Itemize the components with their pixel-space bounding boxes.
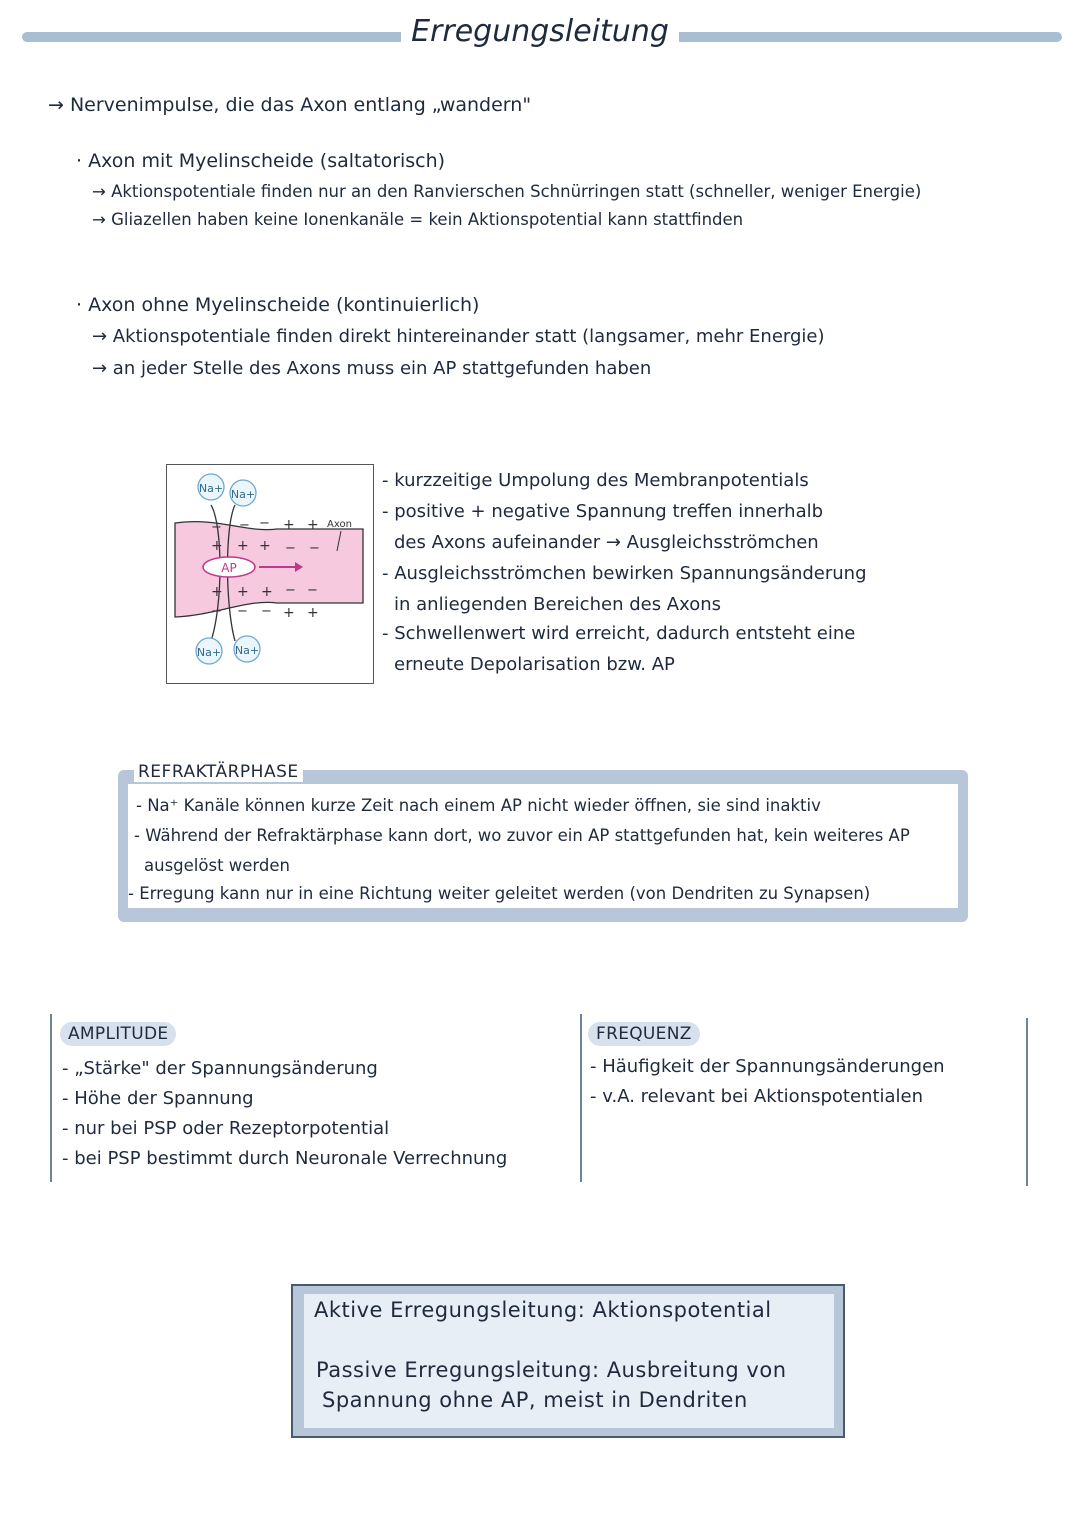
charge-plus: + [261, 584, 273, 600]
charge-minus: − [285, 583, 296, 598]
charge-minus: − [259, 516, 270, 531]
amplitude-line: - Höhe der Spannung [62, 1088, 254, 1109]
explanation-line: erneute Depolarisation bzw. AP [394, 654, 675, 675]
summary-passive: Spannung ohne AP, meist in Dendriten [322, 1388, 748, 1412]
charge-plus: + [237, 538, 249, 554]
myelin-point: → Gliazellen haben keine Ionenkanäle = kein Aktionspotential kann stattfinden [92, 210, 744, 229]
charge-minus: − [307, 583, 318, 598]
charge-plus: + [307, 605, 319, 621]
explanation-line: - Schwellenwert wird erreicht, dadurch entsteht eine [382, 623, 856, 644]
no-myelin-point: → Aktionspotentiale finden direkt hintereinander statt (langsamer, mehr Energie) [92, 326, 825, 347]
summary-active: Aktive Erregungsleitung: Aktionspotential [314, 1298, 772, 1322]
explanation-line: - Ausgleichsströmchen bewirken Spannungsänderung [382, 563, 867, 584]
charge-minus: − [285, 541, 296, 556]
axon-label: Axon [327, 519, 352, 530]
refraktaer-line: - Während der Refraktärphase kann dort, wo zuvor ein AP stattgefunden hat, kein weiteres AP [134, 826, 910, 845]
na-ion-label: Na+ [230, 488, 256, 501]
refraktaer-line: ausgelöst werden [144, 856, 291, 875]
charge-plus: + [211, 584, 223, 600]
charge-minus: − [309, 541, 320, 556]
charge-plus: + [283, 605, 295, 621]
na-ion-label: Na+ [196, 646, 222, 659]
myelin-point: → Aktionspotentiale finden nur an den Ranvierschen Schnürringen statt (schneller, weniger Energie) [92, 182, 922, 201]
charge-plus: + [211, 538, 223, 554]
no-myelin-point: → an jeder Stelle des Axons muss ein AP stattgefunden haben [92, 358, 652, 379]
frequenz-tag: FREQUENZ [588, 1022, 700, 1046]
axon-diagram [166, 464, 374, 684]
explanation-line: des Axons aufeinander → Ausgleichsströmchen [394, 532, 819, 553]
charge-plus: + [259, 538, 271, 554]
frequenz-rule [1026, 1018, 1028, 1186]
frequenz-line: - Häufigkeit der Spannungsänderungen [590, 1056, 945, 1077]
amplitude-line: - „Stärke" der Spannungsänderung [62, 1058, 378, 1079]
refraktaer-line: - Na⁺ Kanäle können kurze Zeit nach einem AP nicht wieder öffnen, sie sind inaktiv [136, 796, 821, 815]
charge-minus: − [237, 604, 248, 619]
refraktaer-line: - Erregung kann nur in eine Richtung weiter geleitet werden (von Dendriten zu Synapsen) [128, 884, 871, 903]
charge-minus: − [211, 604, 222, 619]
na-ion-label: Na+ [234, 644, 260, 657]
ap-label: AP [221, 561, 237, 575]
amplitude-tag: AMPLITUDE [60, 1022, 176, 1046]
amplitude-line: - nur bei PSP oder Rezeptorpotential [62, 1118, 390, 1139]
na-ion-label: Na+ [198, 482, 224, 495]
amplitude-rule-right [580, 1014, 582, 1182]
explanation-line: in anliegenden Bereichen des Axons [394, 594, 722, 615]
amplitude-line: - bei PSP bestimmt durch Neuronale Verrechnung [62, 1148, 508, 1169]
amplitude-rule [50, 1014, 52, 1182]
page-title: Erregungsleitung [0, 14, 1080, 49]
charge-minus: − [211, 520, 222, 535]
refraktaer-title: REFRAKTÄRPHASE [134, 762, 303, 782]
explanation-line: - positive + negative Spannung treffen innerhalb [382, 501, 824, 522]
no-myelin-heading: · Axon ohne Myelinscheide (kontinuierlich) [76, 294, 480, 316]
intro-line: → Nervenimpulse, die das Axon entlang „wandern" [48, 94, 532, 116]
explanation-line: - kurzzeitige Umpolung des Membranpotentials [382, 470, 809, 491]
charge-plus: + [307, 517, 319, 533]
charge-minus: − [261, 604, 272, 619]
charge-minus: − [239, 518, 250, 533]
charge-plus: + [283, 517, 295, 533]
myelin-heading: · Axon mit Myelinscheide (saltatorisch) [76, 150, 446, 172]
frequenz-line: - v.A. relevant bei Aktionspotentialen [590, 1086, 924, 1107]
charge-plus: + [237, 584, 249, 600]
summary-passive: Passive Erregungsleitung: Ausbreitung von [316, 1358, 787, 1382]
